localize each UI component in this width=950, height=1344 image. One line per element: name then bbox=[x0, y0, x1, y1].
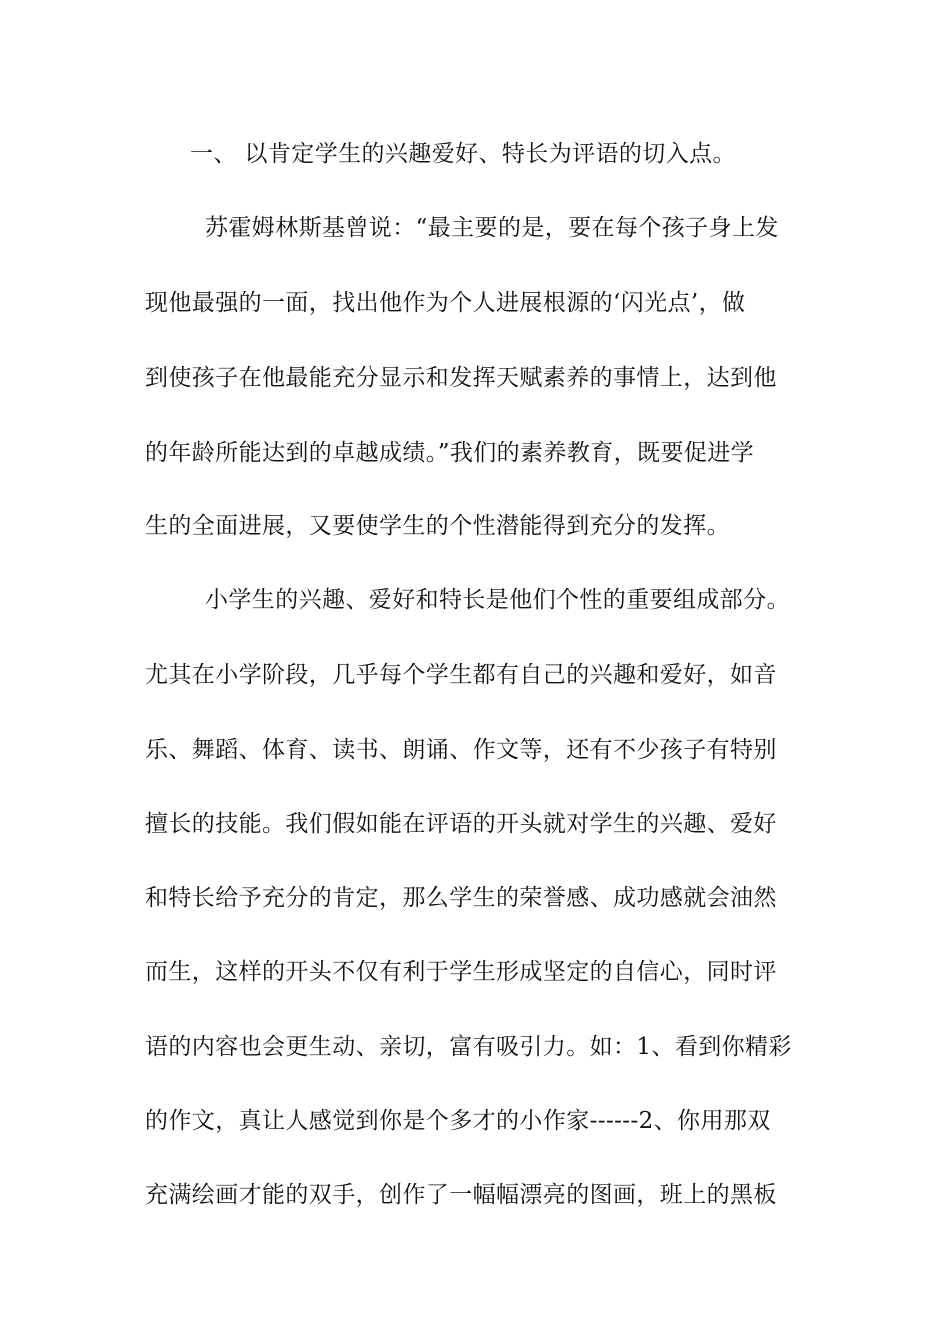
paragraph-line: 语的内容也会更生动、亲切，富有吸引力。如：1、看到你精彩 bbox=[145, 1034, 792, 1060]
paragraph-line: 生的全面进展，又要使学生的个性潜能得到充分的发挥。 bbox=[145, 513, 730, 539]
paragraph-line: 充满绘画才能的双手，创作了一幅幅漂亮的图画，班上的黑板 bbox=[145, 1182, 777, 1208]
paragraph-line: 尤其在小学阶段，几乎每个学生都有自己的兴趣和爱好，如音 bbox=[145, 662, 777, 688]
section-heading: 一、 以肯定学生的兴趣爱好、特长为评语的切入点。 bbox=[190, 141, 736, 167]
paragraph-line: 苏霍姆林斯基曾说：“最主要的是，要在每个孩子身上发 bbox=[205, 215, 779, 241]
paragraph-line: 现他最强的一面，找出他作为个人进展根源的‘闪光点’，做 bbox=[145, 290, 746, 316]
paragraph-line: 小学生的兴趣、爱好和特长是他们个性的重要组成部分。 bbox=[205, 587, 790, 613]
paragraph-line: 的年龄所能达到的卓越成绩。”我们的素养教育，既要促进学 bbox=[145, 440, 755, 466]
paragraph-line: 而生，这样的开头不仅有利于学生形成坚定的自信心，同时评 bbox=[145, 959, 777, 985]
paragraph-line: 擅长的技能。我们假如能在评语的开头就对学生的兴趣、爱好 bbox=[145, 811, 777, 837]
paragraph-line: 乐、舞蹈、体育、读书、朗诵、作文等，还有不少孩子有特别 bbox=[145, 737, 777, 763]
paragraph-line: 的作文，真让人感觉到你是个多才的小作家------2、你用那双 bbox=[145, 1108, 771, 1134]
paragraph-line: 到使孩子在他最能充分显示和发挥天赋素养的事情上，达到他 bbox=[145, 365, 777, 391]
paragraph-line: 和特长给予充分的肯定，那么学生的荣誉感、成功感就会油然 bbox=[145, 885, 777, 911]
